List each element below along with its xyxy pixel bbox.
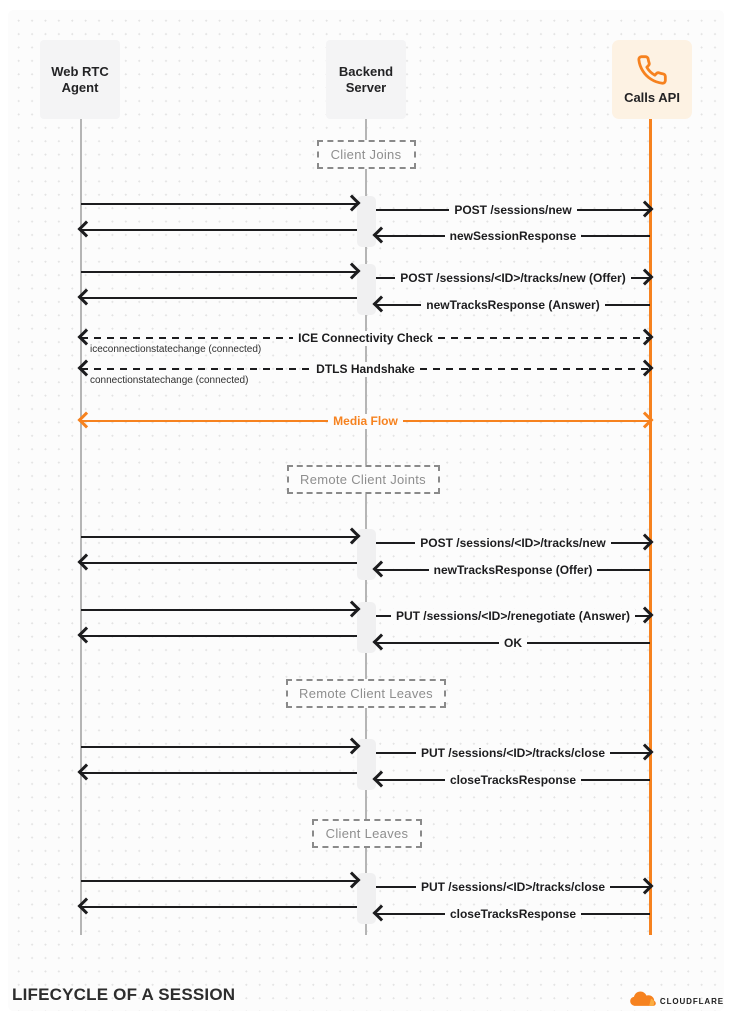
message-label: PUT /sessions/<ID>/renegotiate (Answer): [391, 609, 635, 624]
message-label: newSessionResponse: [445, 229, 582, 244]
message-arrow: [376, 879, 650, 895]
message-arrow: [81, 196, 357, 212]
arrowhead-icon: [78, 764, 95, 781]
page-title: LIFECYCLE OF A SESSION: [12, 985, 236, 1004]
group-label: Remote Client Leaves: [299, 686, 433, 701]
message-arrow: [376, 745, 650, 761]
phone-icon: [636, 54, 668, 86]
arrowhead-icon: [373, 905, 390, 922]
message-arrow: [376, 772, 650, 788]
message-arrow: [81, 290, 357, 306]
message-arrow: [81, 739, 357, 755]
message-arrow: [81, 602, 357, 618]
message-label: closeTracksResponse: [445, 907, 581, 922]
message-label: newTracksResponse (Answer): [421, 298, 604, 313]
message-label: POST /sessions/<ID>/tracks/new (Offer): [395, 271, 630, 286]
participant-web-rtc-agent: [40, 40, 120, 119]
group-label: Client Joins: [330, 147, 402, 162]
arrowhead-icon: [78, 554, 95, 571]
group-box: [317, 140, 416, 169]
message-label: POST /sessions/<ID>/tracks/new: [415, 536, 610, 551]
message-label: PUT /sessions/<ID>/tracks/close: [416, 746, 610, 761]
participant-label: Backend Server: [338, 63, 394, 95]
arrowhead-icon: [373, 227, 390, 244]
note-text: iceconnectionstatechange (connected): [90, 344, 262, 355]
arrowhead-icon: [373, 634, 390, 651]
message-arrow: [376, 635, 650, 651]
message-arrow: [81, 899, 357, 915]
message-arrow: [376, 297, 650, 313]
message-label: ICE Connectivity Check: [293, 331, 438, 346]
arrowhead-icon: [373, 561, 390, 578]
message-label: DTLS Handshake: [311, 362, 420, 377]
cloudflare-brand: [630, 991, 724, 1012]
message-arrow: [376, 562, 650, 578]
group-box: [286, 679, 446, 708]
arrowhead-icon: [78, 360, 95, 377]
message-label: POST /sessions/new: [449, 203, 576, 218]
message-arrow: [81, 222, 357, 238]
message-arrow: [81, 555, 357, 571]
message-arrow: [376, 535, 650, 551]
message-arrow: [81, 413, 650, 429]
arrowhead-icon: [78, 627, 95, 644]
arrowhead-icon: [78, 221, 95, 238]
brand-name: CLOUDFLARE: [659, 997, 724, 1006]
message-arrow: [376, 228, 650, 244]
message-arrow: [376, 906, 650, 922]
participant-backend-server: [326, 40, 406, 119]
participant-calls-api: [612, 40, 692, 119]
arrowhead-icon: [373, 296, 390, 313]
group-box: [312, 819, 422, 848]
message-arrow: [376, 202, 650, 218]
group-label: Client Leaves: [325, 826, 409, 841]
message-label: Media Flow: [328, 414, 403, 429]
lifeline-agent: [80, 119, 82, 935]
arrowhead-icon: [373, 771, 390, 788]
message-arrow: [81, 264, 357, 280]
arrowhead-icon: [78, 289, 95, 306]
note-text: connectionstatechange (connected): [90, 375, 249, 386]
arrowhead-icon: [78, 898, 95, 915]
arrowhead-icon: [78, 412, 95, 429]
arrowhead-icon: [78, 329, 95, 346]
cloudflare-logo-icon: [630, 991, 656, 1012]
message-arrow: [81, 628, 357, 644]
message-label: closeTracksResponse: [445, 773, 581, 788]
participant-label: Web RTC Agent: [51, 63, 109, 95]
message-label: newTracksResponse (Offer): [429, 563, 598, 578]
participant-label: Calls API: [624, 89, 680, 105]
message-arrow: [81, 765, 357, 781]
message-arrow: [81, 873, 357, 889]
message-label: PUT /sessions/<ID>/tracks/close: [416, 880, 610, 895]
message-label: OK: [499, 636, 527, 651]
message-arrow: [376, 608, 650, 624]
group-label: Remote Client Joints: [300, 472, 426, 487]
message-arrow: [376, 270, 650, 286]
message-arrow: [81, 529, 357, 545]
group-box: [287, 465, 440, 494]
